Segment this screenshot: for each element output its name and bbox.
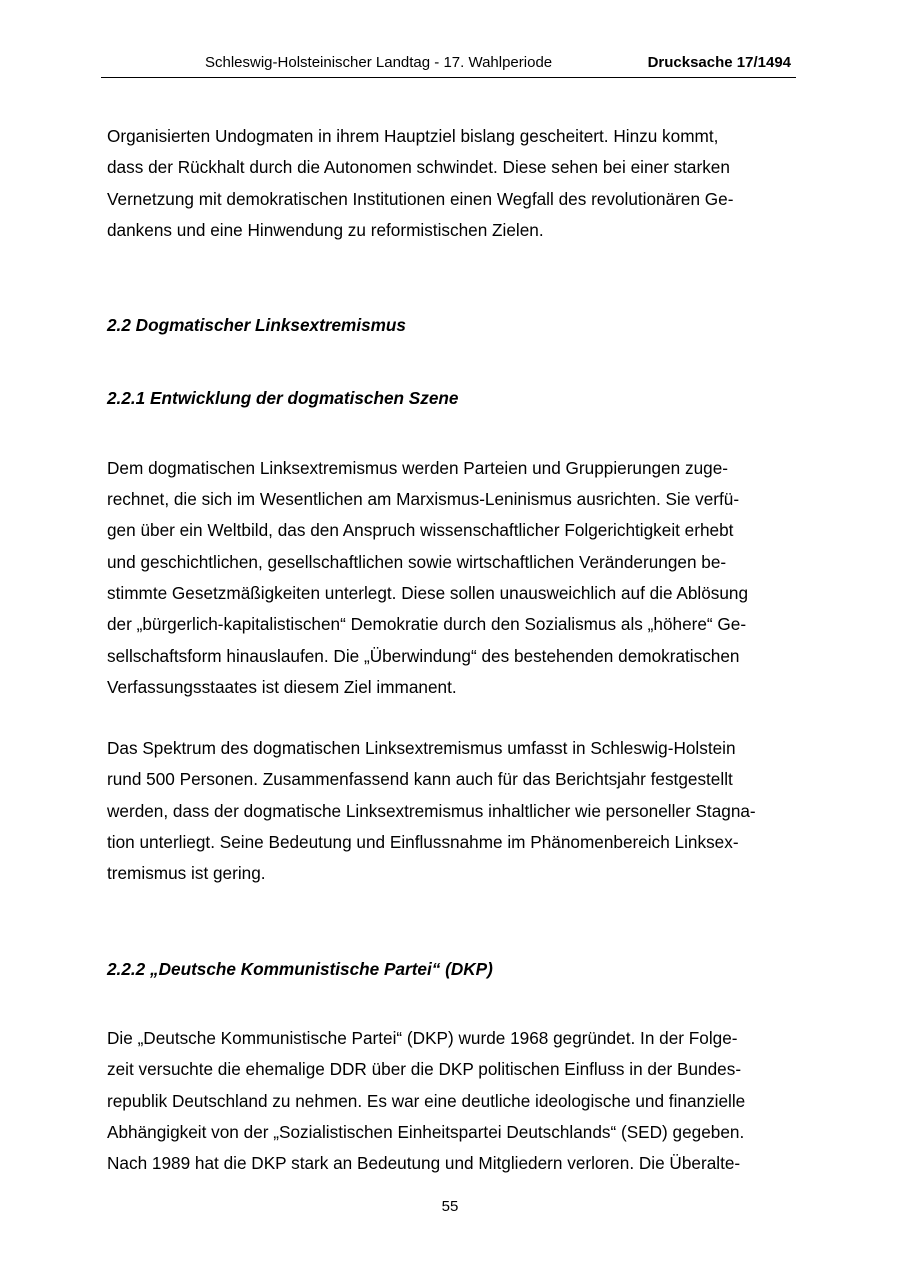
page-content: [107, 121, 797, 1179]
text-line: tremismus ist gering.: [107, 863, 266, 884]
text-line: Die „Deutsche Kommunistische Partei“ (DKP) wurde 1968 gegründet. In der Folge-: [107, 1027, 738, 1048]
section-heading-2-2-2: 2.2.2 „Deutsche Kommunistische Partei“ (DKP): [107, 958, 493, 979]
text-line: und geschichtlichen, gesellschaftlichen sowie wirtschaftlichen Veränderungen be-: [107, 551, 727, 572]
header-title: Schleswig-Holsteinischer Landtag - 17. Wahlperiode: [205, 54, 553, 71]
page-number: 55: [441, 1198, 459, 1215]
text-line: stimmte Gesetzmäßigkeiten unterlegt. Diese sollen unausweichlich auf die Ablösung: [107, 582, 749, 603]
text-line: gen über ein Weltbild, das den Anspruch wissenschaftlicher Folgerichtigkeit erhebt: [107, 520, 734, 541]
section-heading-2-2-1: 2.2.1 Entwicklung der dogmatischen Szene: [107, 388, 459, 409]
text-line: werden, dass der dogmatische Linksextremismus inhaltlicher wie personeller Stagna-: [107, 800, 756, 821]
page-header: [101, 52, 796, 78]
text-line: tion unterliegt. Seine Bedeutung und Einflussnahme im Phänomenbereich Linksex-: [107, 832, 739, 853]
document-number: Drucksache 17/1494: [647, 54, 791, 71]
paragraph-4: [107, 1023, 797, 1179]
text-line: sellschaftsform hinauslaufen. Die „Überwindung“ des bestehenden demokratischen: [107, 645, 740, 666]
text-line: Vernetzung mit demokratischen Institutionen einen Wegfall des revolutionären Ge-: [107, 188, 734, 209]
text-line: Nach 1989 hat die DKP stark an Bedeutung und Mitgliedern verloren. Die Überalte-: [107, 1153, 741, 1174]
text-line: dass der Rückhalt durch die Autonomen schwindet. Diese sehen bei einer starken: [107, 157, 730, 178]
text-line: Abhängigkeit von der „Sozialistischen Einheitspartei Deutschlands“ (SED) gegeben.: [107, 1121, 745, 1142]
paragraph-1: [107, 121, 797, 246]
text-line: dankens und eine Hinwendung zu reformistischen Zielen.: [107, 219, 544, 240]
section-heading-2-2: 2.2 Dogmatischer Linksextremismus: [107, 315, 406, 336]
text-line: der „bürgerlich-kapitalistischen“ Demokratie durch den Sozialismus als „höhere“ Ge-: [107, 614, 747, 635]
text-line: republik Deutschland zu nehmen. Es war eine deutliche ideologische und finanzielle: [107, 1090, 746, 1111]
text-line: Organisierten Undogmaten in ihrem Hauptziel bislang gescheitert. Hinzu kommt,: [107, 126, 719, 146]
text-line: Verfassungsstaates ist diesem Ziel immanent.: [107, 676, 457, 697]
paragraph-2: [107, 453, 797, 703]
text-line: zeit versuchte die ehemalige DDR über die DKP politischen Einfluss in der Bundes-: [107, 1059, 742, 1080]
text-line: rechnet, die sich im Wesentlichen am Marxismus-Leninismus ausrichten. Sie verfü-: [107, 489, 740, 510]
paragraph-3: [107, 733, 797, 889]
text-line: rund 500 Personen. Zusammenfassend kann auch für das Berichtsjahr festgestellt: [107, 769, 733, 790]
text-line: Dem dogmatischen Linksextremismus werden Parteien und Gruppierungen zuge-: [107, 457, 728, 478]
text-line: Das Spektrum des dogmatischen Linksextremismus umfasst in Schleswig-Holstein: [107, 738, 736, 759]
